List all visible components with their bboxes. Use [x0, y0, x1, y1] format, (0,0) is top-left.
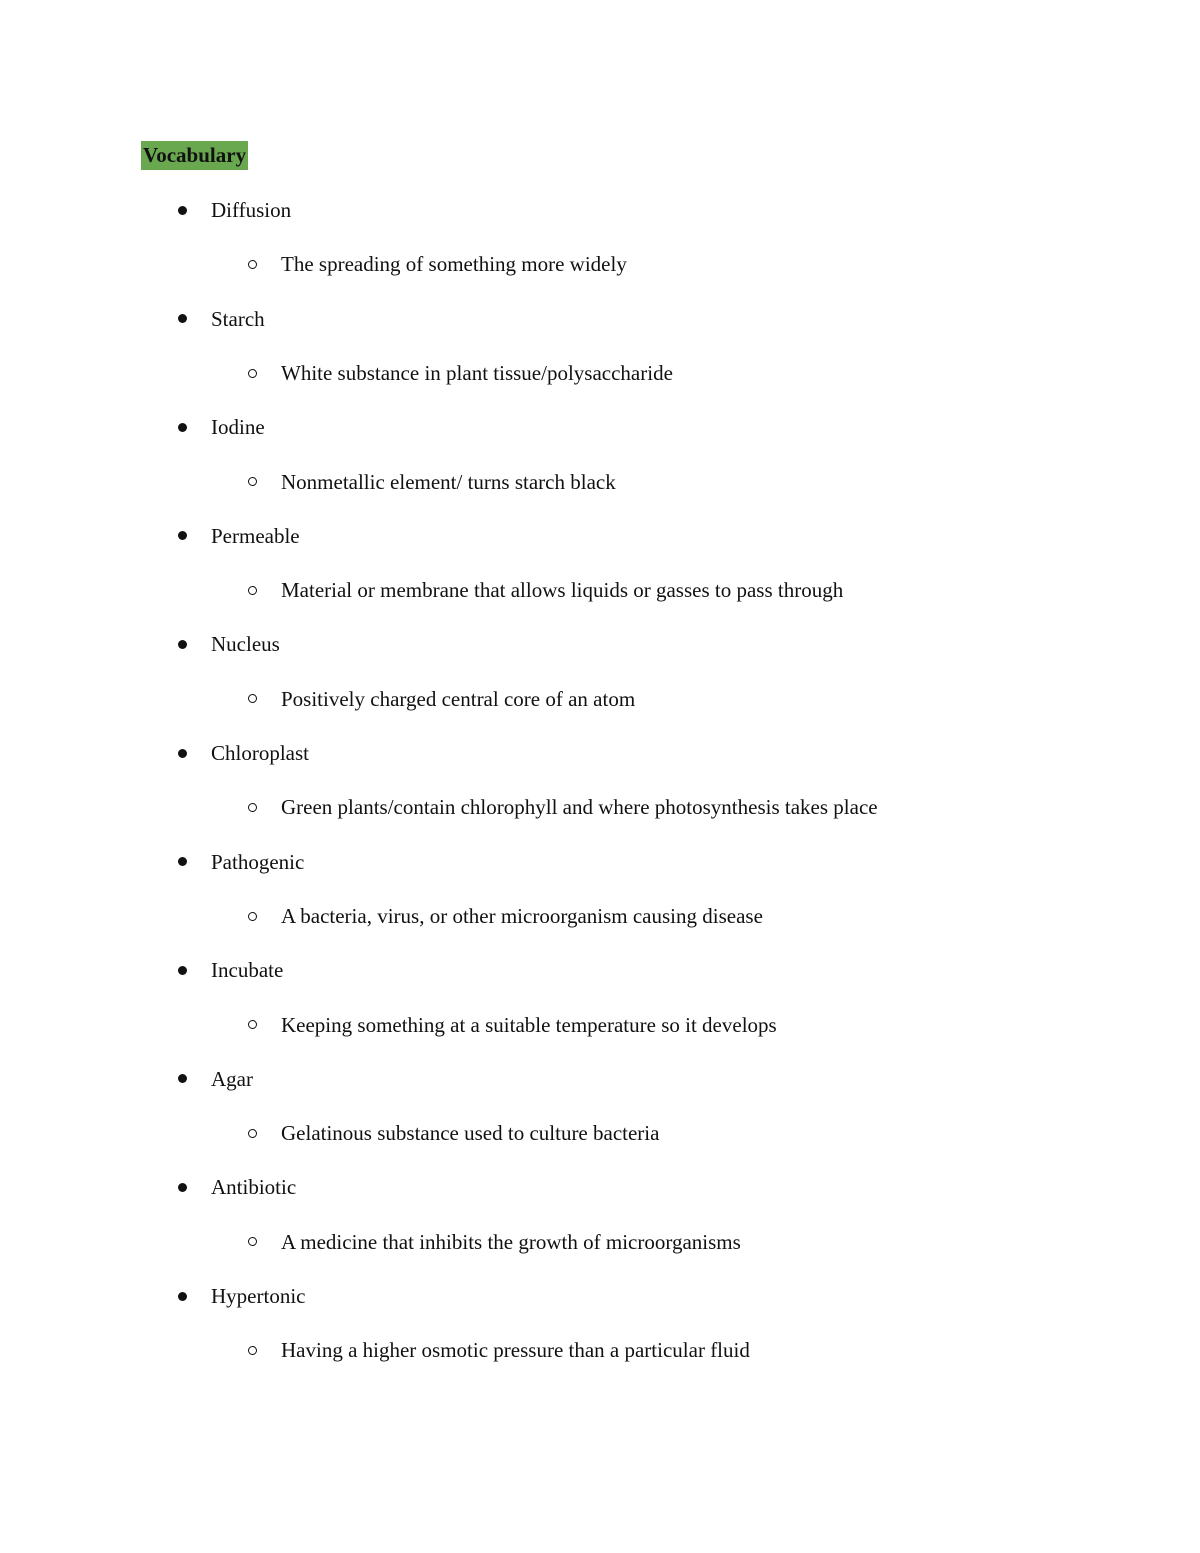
- definition-item: [248, 1010, 777, 1040]
- bullet-disc-icon: [178, 966, 187, 975]
- bullet-circle-icon: [248, 369, 257, 378]
- definition-label: Positively charged central core of an atom: [281, 686, 636, 711]
- term-label: Diffusion: [211, 198, 292, 222]
- bullet-disc-icon: [178, 1074, 187, 1083]
- definition-item: [248, 575, 843, 605]
- bullet-disc-icon: [178, 531, 187, 540]
- definition-label: A bacteria, virus, or other microorganism causing disease: [281, 903, 763, 928]
- term-item: [178, 1064, 253, 1094]
- term-label: Pathogenic: [211, 849, 305, 874]
- term-item: [178, 304, 265, 334]
- bullet-circle-icon: [248, 1020, 257, 1029]
- term-label: Starch: [211, 306, 265, 331]
- definition-label: Keeping something at a suitable temperature so it develops: [281, 1012, 777, 1037]
- bullet-circle-icon: [248, 912, 257, 921]
- term-item: [178, 412, 265, 442]
- definition-label: Gelatinous substance used to culture bacteria: [281, 1121, 660, 1146]
- definition-item: [248, 1227, 741, 1257]
- term-label: Nucleus: [211, 632, 280, 657]
- definition-label: Nonmetallic element/ turns starch black: [281, 469, 616, 494]
- definition-item: [248, 249, 627, 279]
- bullet-disc-icon: [178, 1183, 187, 1192]
- term-item: [178, 1281, 305, 1311]
- term-item: [178, 847, 304, 877]
- bullet-disc-icon: [178, 640, 187, 649]
- bullet-disc-icon: [178, 749, 187, 758]
- definition-label: Material or membrane that allows liquids or gasses to pass through: [281, 578, 844, 603]
- term-label: Incubate: [211, 958, 284, 983]
- bullet-circle-icon: [248, 477, 257, 486]
- definition-label: Green plants/contain chlorophyll and where photosynthesis takes place: [281, 795, 878, 820]
- term-item: [178, 738, 309, 768]
- bullet-circle-icon: [248, 586, 257, 595]
- bullet-disc-icon: [178, 1292, 187, 1301]
- definition-item: [248, 358, 673, 388]
- term-label: Agar: [211, 1066, 253, 1091]
- term-label: Permeable: [211, 523, 300, 548]
- definition-label: A medicine that inhibits the growth of microorganisms: [281, 1229, 741, 1254]
- definition-item: [248, 1335, 750, 1365]
- term-label: Chloroplast: [211, 741, 309, 765]
- definition-item: [248, 467, 616, 497]
- vocabulary-heading: Vocabulary: [141, 141, 248, 170]
- definition-item: [248, 792, 878, 822]
- bullet-circle-icon: [248, 1346, 257, 1355]
- bullet-disc-icon: [178, 314, 187, 323]
- bullet-disc-icon: [178, 857, 187, 866]
- term-item: [178, 195, 291, 225]
- bullet-circle-icon: [248, 260, 257, 269]
- definition-item: [248, 684, 635, 714]
- term-item: [178, 629, 280, 659]
- definition-item: [248, 1118, 659, 1148]
- term-label: Antibiotic: [211, 1175, 297, 1200]
- definition-label: Having a higher osmotic pressure than a particular fluid: [281, 1338, 750, 1363]
- bullet-disc-icon: [178, 206, 187, 215]
- bullet-circle-icon: [248, 694, 257, 703]
- bullet-disc-icon: [178, 423, 187, 432]
- bullet-circle-icon: [248, 1237, 257, 1246]
- term-label: Hypertonic: [211, 1284, 306, 1308]
- definition-label: White substance in plant tissue/polysaccharide: [281, 360, 673, 385]
- bullet-circle-icon: [248, 803, 257, 812]
- bullet-circle-icon: [248, 1129, 257, 1138]
- definition-item: [248, 901, 763, 931]
- term-item: [178, 955, 283, 985]
- term-label: Iodine: [211, 415, 265, 440]
- term-item: [178, 521, 300, 551]
- definition-label: The spreading of something more widely: [281, 252, 627, 277]
- term-item: [178, 1172, 296, 1202]
